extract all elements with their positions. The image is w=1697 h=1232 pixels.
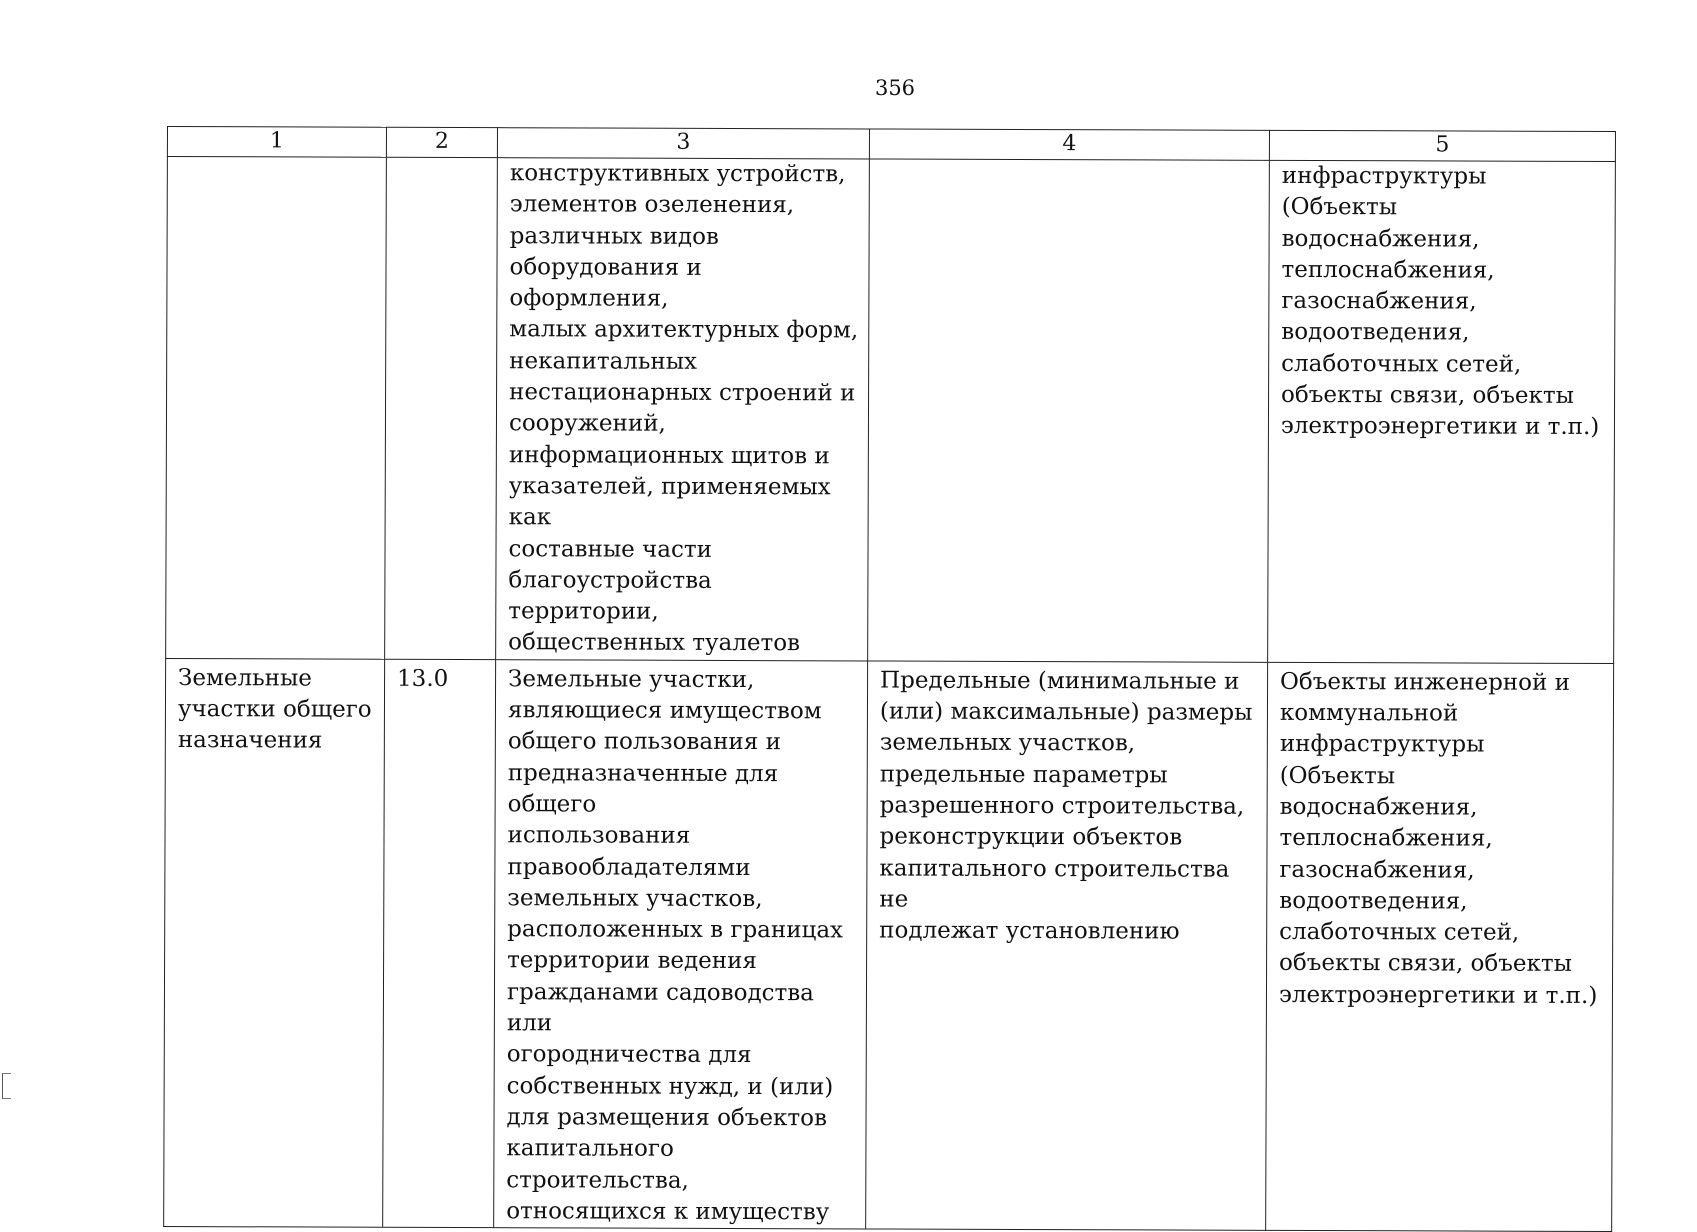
column-header-4: 4 (869, 129, 1269, 160)
cell-construction-limits (868, 159, 1270, 662)
cell-land-use-name: Земельные участки общего назначения (164, 658, 385, 1227)
regulations-table (163, 126, 1616, 1232)
cell-land-use-code: 13.0 (383, 659, 496, 1228)
cell-permitted-objects: инфраструктуры (Объекты водоснабжения, теплоснабжения, газоснабжения, водоотведения, слаботочных сетей, объекты связи, объекты электроэнергетики и т.п.) (1268, 160, 1616, 663)
cell-land-use-name (166, 157, 387, 660)
cell-land-use-code (385, 157, 498, 659)
table-row (166, 157, 1616, 664)
cell-permitted-objects: Объекты инженерной и коммунальной инфраструктуры (Объекты водоснабжения, теплоснабжения, газоснабжения, водоотведения, слаботочных сетей, объекты связи, объекты электроэнергетики и т.п.) (1266, 662, 1614, 1232)
scan-margin-mark (2, 1073, 11, 1099)
table-row (164, 658, 1614, 1231)
column-header-2: 2 (386, 127, 497, 157)
column-header-1: 1 (167, 127, 386, 158)
cell-land-use-description: Земельные участки, являющиеся имуществом общего пользования и предназначенные для общего использования правообладателями земельных участков, расположенных в границах территории ведения гражданами садоводства или огородничества для собственных нужд, и (или) для размещения объектов капитального строительства, относящихся к имуществу (494, 659, 868, 1229)
column-header-3: 3 (497, 128, 869, 159)
cell-construction-limits: Предельные (минимальные и (или) максимальные) размеры земельных участков, предельные параметры разрешенного строительства, реконструкции объектов капитального строительства не подлежат установлению (866, 661, 1268, 1231)
column-header-5: 5 (1269, 130, 1615, 161)
cell-land-use-description: конструктивных устройств, элементов озеленения, различных видов оборудования и оформления, малых архитектурных форм, некапитальных нестационарных строений и сооружений, информационных щитов и указателей, применяемых как составные части благоустройства территории, общественных туалетов (496, 158, 870, 661)
page-number: 356 (874, 76, 916, 100)
